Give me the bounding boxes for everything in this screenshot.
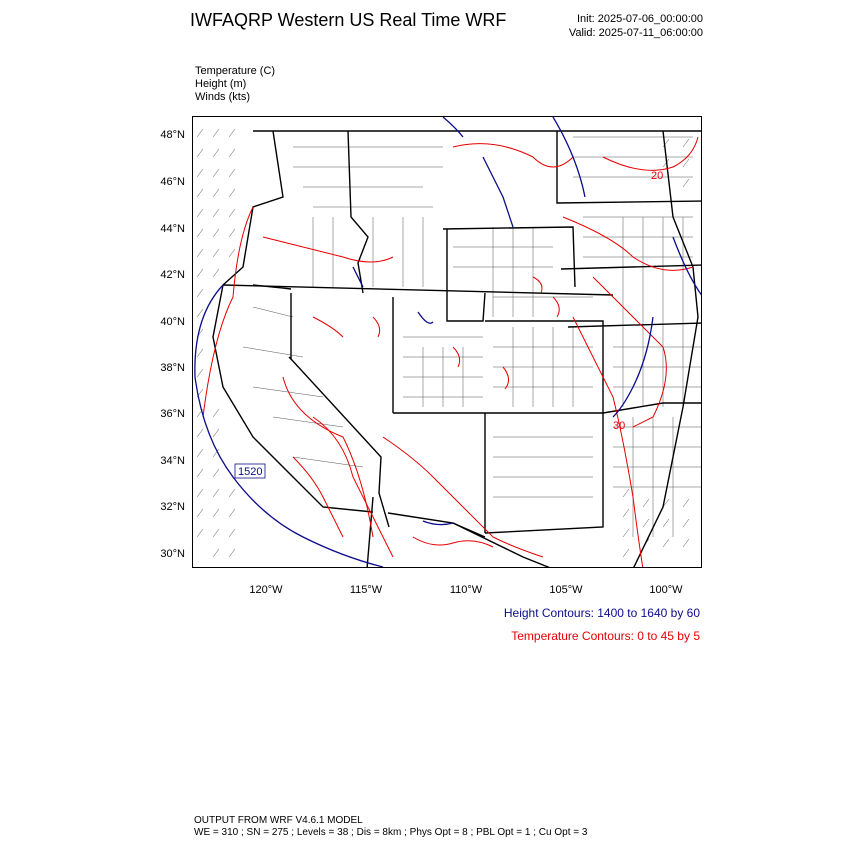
lat-label-40: 40°N <box>160 316 185 328</box>
temperature-contour-legend: Temperature Contours: 0 to 45 by 5 <box>511 629 700 643</box>
variable-temperature: Temperature (C) <box>195 65 276 77</box>
lat-label-38: 38°N <box>160 362 185 374</box>
lon-label-120: 120°W <box>249 584 283 596</box>
lat-label-32: 32°N <box>160 501 185 513</box>
height-contour-legend: Height Contours: 1400 to 1640 by 60 <box>503 606 700 620</box>
lon-label-115: 115°W <box>349 584 383 596</box>
weather-map <box>192 116 702 568</box>
lat-label-42: 42°N <box>160 269 185 281</box>
wind-barbs <box>197 129 689 557</box>
lat-label-46: 46°N <box>160 176 185 188</box>
model-config: WE = 310 ; SN = 275 ; Levels = 38 ; Dis = 8km ; Phys Opt = 8 ; PBL Opt = 1 ; Cu Opt = 3 <box>194 827 588 838</box>
lon-label-100: 100°W <box>649 584 683 596</box>
temp-contour-label-20: 20 <box>651 170 664 182</box>
lon-label-110: 110°W <box>449 584 483 596</box>
lat-label-30: 30°N <box>160 548 185 560</box>
height-contours <box>195 117 702 567</box>
variable-height: Height (m) <box>195 78 247 90</box>
contour-labels <box>235 170 663 478</box>
lon-label-105: 105°W <box>549 584 583 596</box>
lat-label-48: 48°N <box>160 129 185 141</box>
lat-label-34: 34°N <box>160 455 185 467</box>
temp-contour-label-30: 30 <box>613 420 626 432</box>
lat-label-36: 36°N <box>160 408 185 420</box>
map-title: IWFAQRP Western US Real Time WRF <box>190 10 507 30</box>
height-contour-label: 1520 <box>238 466 263 478</box>
variable-winds: Winds (kts) <box>195 91 250 103</box>
lat-label-44: 44°N <box>160 223 185 235</box>
valid-time: Valid: 2025-07-11_06:00:00 <box>568 27 703 39</box>
model-info: OUTPUT FROM WRF V4.6.1 MODEL <box>194 815 363 826</box>
county-lines <box>243 137 702 537</box>
state-borders <box>213 131 702 568</box>
init-time: Init: 2025-07-06_00:00:00 <box>577 13 703 25</box>
